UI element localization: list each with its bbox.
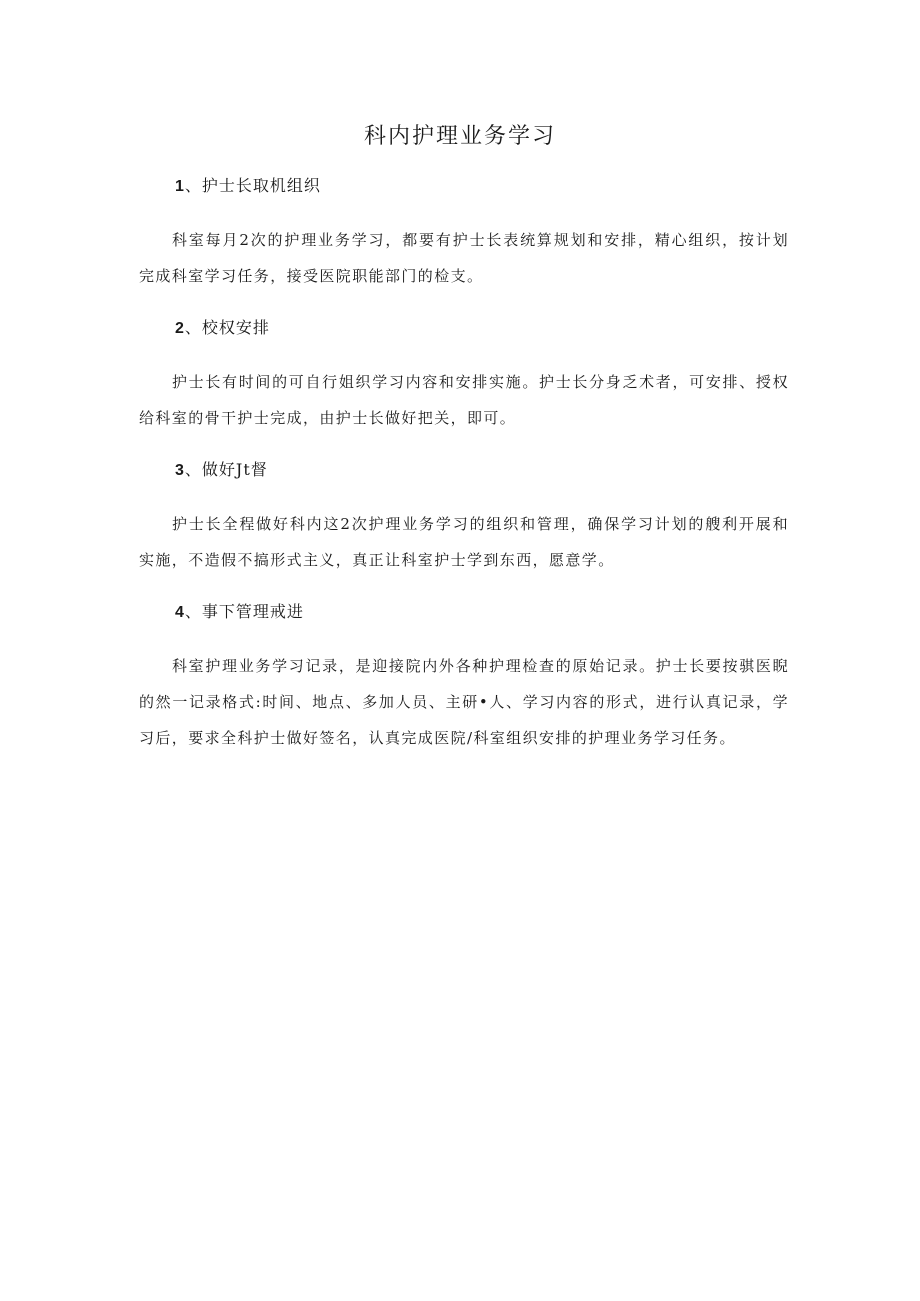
section-2 bbox=[139, 310, 789, 436]
section-1 bbox=[139, 168, 789, 294]
section-number: 4 bbox=[175, 604, 185, 621]
section-number: 2 bbox=[175, 320, 185, 337]
section-heading-text: 、护士长取机组织 bbox=[184, 176, 321, 195]
section-heading bbox=[139, 168, 789, 204]
section-heading-text: 、事下管理戒进 bbox=[184, 602, 304, 621]
section-heading bbox=[139, 452, 789, 488]
document-title: 科内护理业务学习 bbox=[363, 124, 556, 149]
document-body bbox=[139, 168, 789, 772]
section-paragraph: 科室护理业务学习记录，是迎接院内外各种护理检查的原始记录。护士长要按骐医睨的然一记录格式:时间、地点、多加人员、主研•人、学习内容的形式，进行认真记录，学习后，要求全科护士做好签名，认真完成医院/科室组织安排的护理业务学习任务。 bbox=[139, 657, 789, 747]
section-paragraph: 护士长全程做好科内这2次护理业务学习的组织和管理，确保学习计划的艘利开展和实施，不造假不搞形式主义，真正让科室护士学到东西，愿意学。 bbox=[139, 515, 789, 569]
section-heading-text: 、做好Jt督 bbox=[184, 460, 268, 479]
section-3 bbox=[139, 452, 789, 578]
section-paragraph: 护士长有时间的可自行姐织学习内容和安排实施。护士长分身乏术者，可安排、授权给科室的骨干护士完成，由护士长做好把关，即可。 bbox=[139, 373, 789, 427]
section-heading-text: 、校权安排 bbox=[184, 318, 270, 337]
section-heading bbox=[139, 310, 789, 346]
section-4 bbox=[139, 594, 789, 756]
section-number: 1 bbox=[175, 178, 185, 195]
section-heading bbox=[139, 594, 789, 630]
section-number: 3 bbox=[175, 462, 185, 479]
section-paragraph: 科室每月2次的护理业务学习，都要有护士长表统算规划和安排，精心组织，按计划完成科室学习任务，接受医院职能部门的检支。 bbox=[139, 231, 789, 285]
